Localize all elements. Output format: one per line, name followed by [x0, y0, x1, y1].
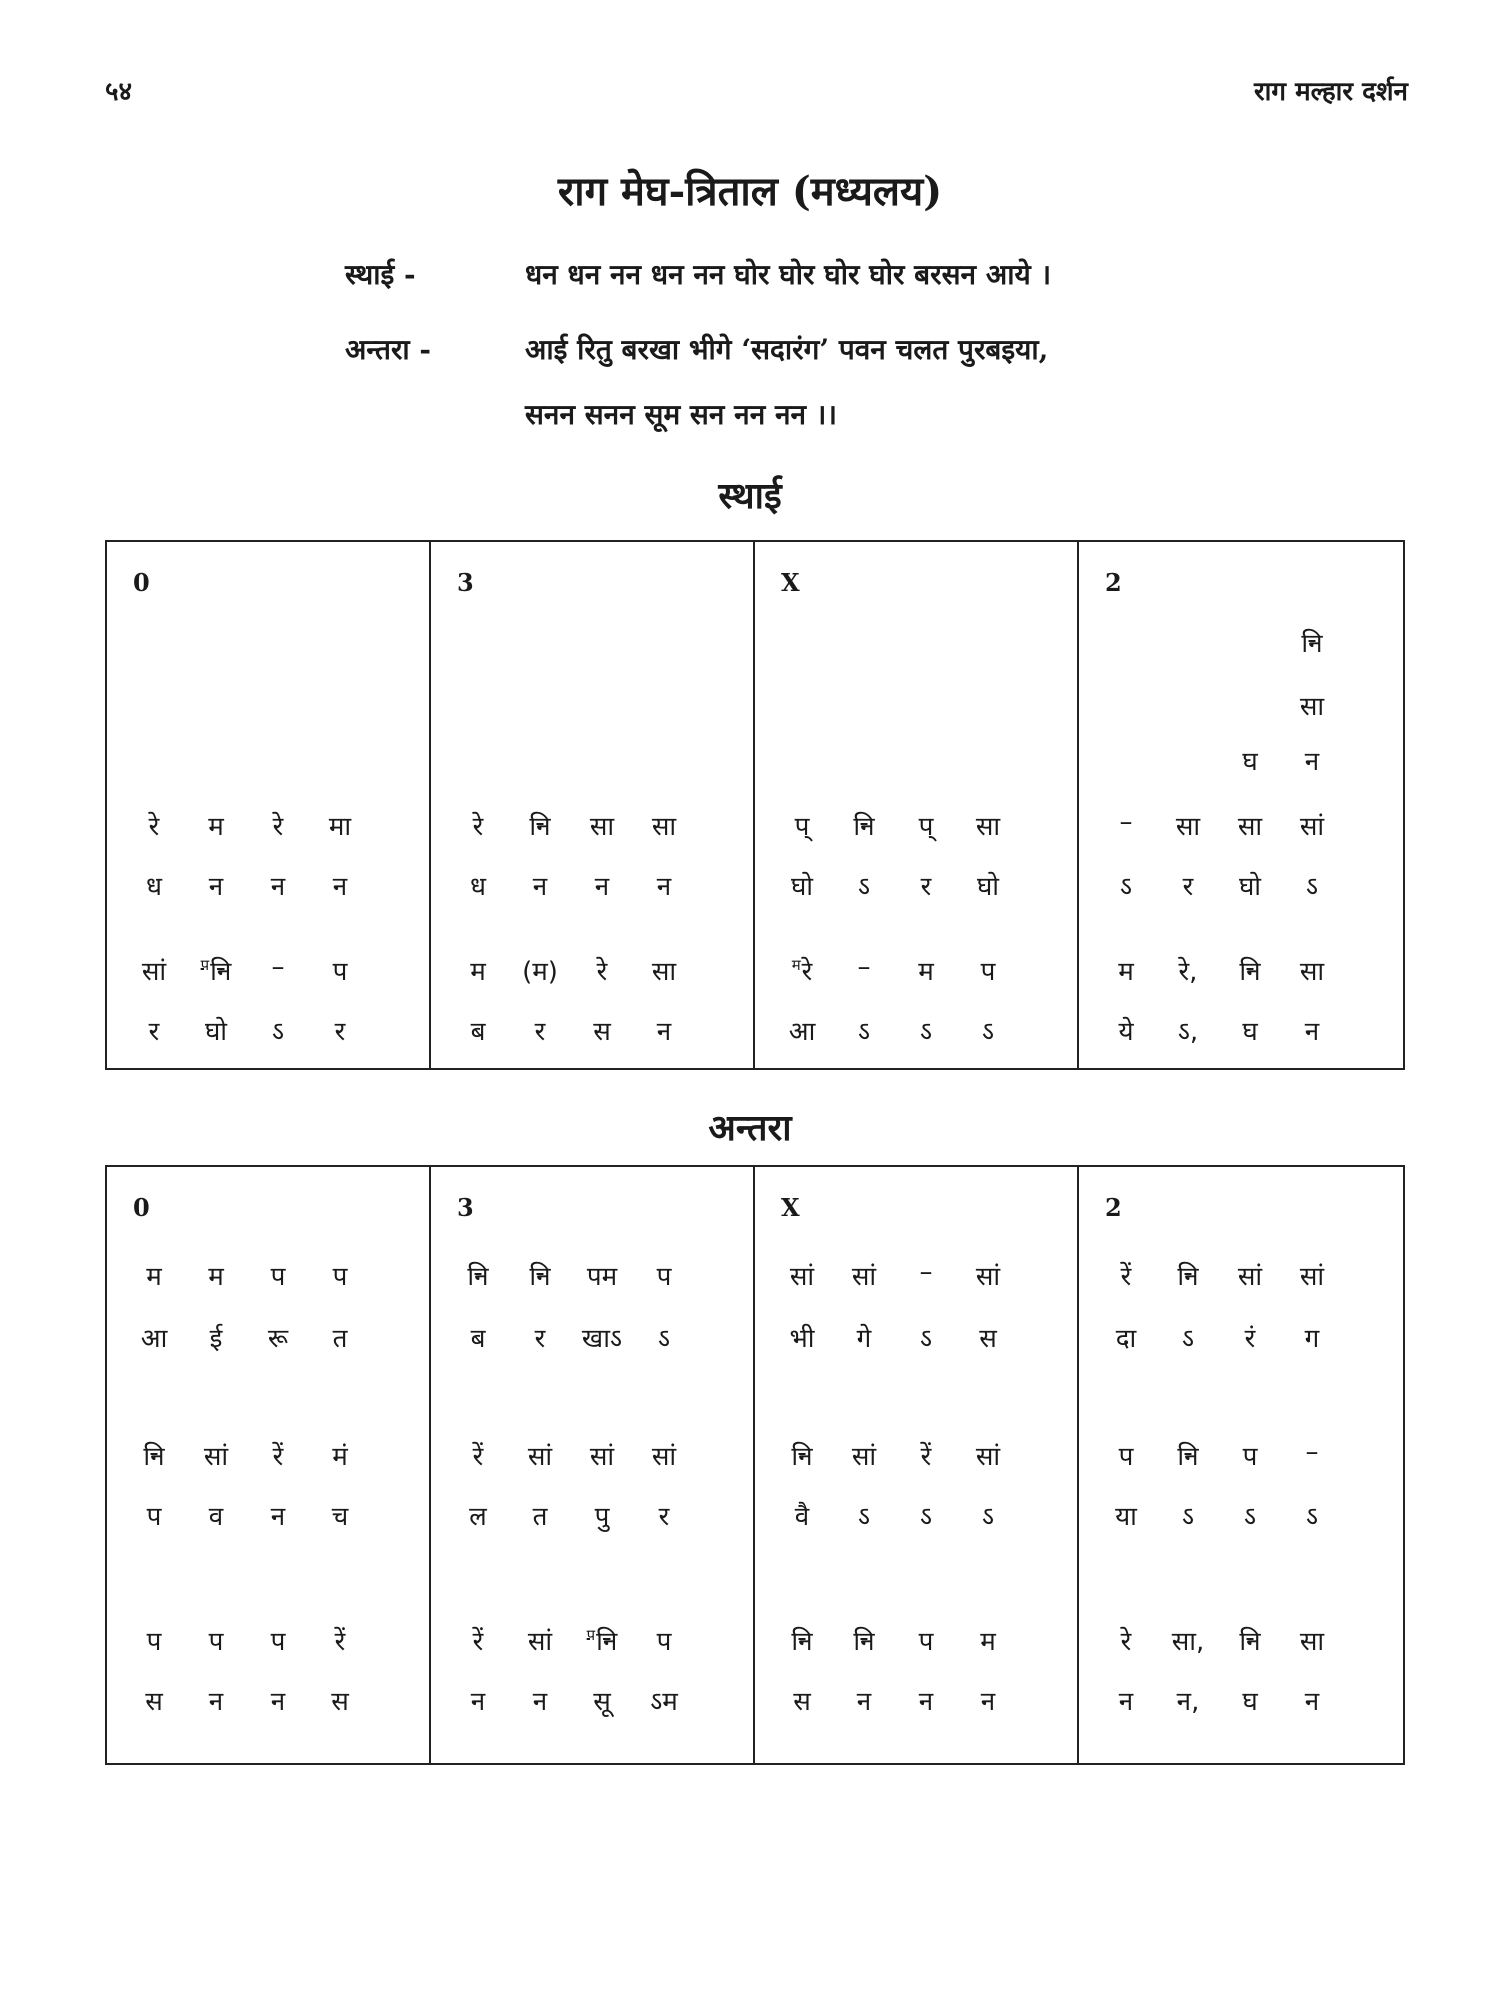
antara-notation-cell: ई: [209, 1324, 223, 1354]
antara-notation-cell: न: [1118, 1687, 1134, 1717]
antara-notation-cell: ऽम: [650, 1687, 678, 1717]
antara-notation-cell: ऽ: [1181, 1324, 1195, 1354]
antara-notation-cell: ऽ: [981, 1502, 995, 1532]
antara-notation-cell: सां: [203, 1442, 229, 1472]
antara-tali-mark: 3: [457, 1193, 474, 1222]
antara-notation-cell: प: [208, 1627, 224, 1657]
antara-notation-cell: प: [146, 1502, 162, 1532]
antara-notation-cell: नि: [1239, 1627, 1261, 1657]
antara-notation-cell: स: [331, 1687, 349, 1717]
antara-notation-cell: प: [1242, 1442, 1258, 1472]
antara-notation-cell: रं: [1244, 1324, 1256, 1354]
antara-notation-cell: सां: [975, 1442, 1001, 1472]
antara-notation-cell: न: [918, 1687, 934, 1717]
sthayi-notation-cell: $^प$नि: [200, 956, 232, 987]
sthayi-notation-cell: मा: [328, 812, 352, 842]
antara-notation-cell: सां: [1299, 1262, 1325, 1292]
sthayi-notation-cell: न: [332, 872, 348, 902]
sthayi-tali-mark: 2: [1105, 568, 1122, 597]
sthayi-notation-cell: र: [334, 1017, 346, 1047]
sthayi-notation-cell: घो: [976, 872, 1000, 902]
sthayi-notation-cell: ऽ: [857, 1017, 871, 1047]
sthayi-notation-cell: म: [470, 957, 486, 987]
antara-notation-cell: र: [658, 1502, 670, 1532]
antara-notation-cell: ऽ: [1181, 1502, 1195, 1532]
antara-notation-cell: –: [919, 1257, 933, 1287]
antara-notation-cell: सां: [589, 1442, 615, 1472]
antara-notation-cell: रें: [334, 1627, 346, 1657]
sthayi-notation-cell: न: [1304, 747, 1320, 777]
sthayi-vibhag: [1079, 542, 1403, 1068]
sthayi-notation-cell: न: [656, 872, 672, 902]
antara-tali-mark: 0: [133, 1193, 150, 1222]
sthayi-notation-grid: [105, 540, 1405, 1070]
antara-notation-cell: न,: [1176, 1687, 1200, 1717]
antara-notation-cell: आ: [140, 1324, 168, 1354]
sthayi-notation-cell: रे,: [1178, 957, 1198, 987]
sthayi-notation-cell: सा: [651, 957, 677, 987]
sthayi-notation-cell: न: [208, 872, 224, 902]
sthayi-notation-cell: (म): [522, 957, 558, 987]
sthayi-notation-cell: ब: [470, 1017, 486, 1047]
antara-notation-grid: [105, 1165, 1405, 1765]
sthayi-notation-cell: ऽ,: [1177, 1017, 1199, 1047]
sthayi-notation-cell: प: [332, 957, 348, 987]
sthayi-vibhag: [107, 542, 431, 1068]
antara-notation-cell: प: [146, 1627, 162, 1657]
antara-notation-cell: म: [208, 1262, 224, 1292]
sthayi-notation-cell: सा: [651, 812, 677, 842]
antara-lyric-line-2: सनन सनन सूम सन नन नन ।।: [525, 398, 838, 431]
antara-notation-cell: र: [534, 1324, 546, 1354]
antara-notation-cell: न: [856, 1687, 872, 1717]
antara-notation-cell: त: [532, 1502, 548, 1532]
antara-notation-cell: रे: [1120, 1627, 1132, 1657]
sthayi-notation-cell: न: [270, 872, 286, 902]
antara-notation-cell: या: [1115, 1502, 1137, 1532]
antara-notation-cell: रें: [472, 1442, 484, 1472]
antara-notation-cell: मं: [332, 1442, 348, 1472]
antara-notation-cell: म: [146, 1262, 162, 1292]
sthayi-notation-cell: रे: [272, 812, 284, 842]
antara-notation-cell: ऽ: [1305, 1502, 1319, 1532]
running-title: राग मल्हार दर्शन: [1254, 77, 1408, 107]
sthayi-notation-cell: घो: [790, 872, 814, 902]
sthayi-notation-cell: र: [148, 1017, 160, 1047]
sthayi-notation-cell: र: [534, 1017, 546, 1047]
sthayi-notation-cell: –: [857, 952, 871, 982]
antara-notation-cell: न: [208, 1687, 224, 1717]
sthayi-notation-cell: म: [208, 812, 224, 842]
sthayi-notation-cell: र: [920, 872, 932, 902]
sthayi-lyric: धन धन नन धन नन घोर घोर घोर घोर बरसन आये ।: [525, 258, 1052, 291]
antara-notation-cell: प: [270, 1627, 286, 1657]
sthayi-notation-cell: नि: [529, 812, 551, 842]
antara-notation-cell: स: [979, 1324, 997, 1354]
antara-tali-mark: X: [781, 1193, 800, 1222]
antara-notation-cell: दा: [1115, 1324, 1137, 1354]
sthayi-notation-cell: रे: [148, 812, 160, 842]
antara-notation-cell: रें: [920, 1442, 932, 1472]
antara-notation-cell: रें: [472, 1627, 484, 1657]
sthayi-lyric-label: स्थाई -: [345, 258, 416, 291]
antara-notation-cell: म: [980, 1627, 996, 1657]
antara-notation-cell: न: [980, 1687, 996, 1717]
antara-notation-cell: न: [470, 1687, 486, 1717]
sthayi-notation-cell: घ: [1242, 1017, 1258, 1047]
sthayi-notation-cell: ऽ: [981, 1017, 995, 1047]
antara-notation-cell: नि: [143, 1442, 165, 1472]
antara-notation-cell: रें: [272, 1442, 284, 1472]
antara-notation-cell: न: [270, 1502, 286, 1532]
sthayi-notation-cell: रे: [472, 812, 484, 842]
antara-notation-cell: ऽ: [857, 1502, 871, 1532]
antara-notation-cell: नि: [853, 1627, 875, 1657]
antara-notation-cell: –: [1305, 1437, 1319, 1467]
sthayi-notation-cell: न: [532, 872, 548, 902]
kan-swar-grace-note: प: [586, 1626, 596, 1645]
sthayi-notation-cell: ध: [470, 872, 486, 902]
antara-notation-cell: $^प$नि: [586, 1626, 618, 1657]
antara-notation-cell: सां: [851, 1262, 877, 1292]
antara-notation-cell: नि: [791, 1627, 813, 1657]
antara-notation-cell: ऽ: [919, 1324, 933, 1354]
sthayi-notation-cell: सा: [1299, 692, 1325, 722]
antara-vibhag: [431, 1167, 755, 1763]
antara-notation-cell: घ: [1242, 1687, 1258, 1717]
sthayi-notation-cell: –: [1119, 807, 1133, 837]
antara-notation-cell: सां: [975, 1262, 1001, 1292]
antara-notation-cell: पु: [594, 1502, 610, 1532]
kan-swar-grace-note: म: [791, 956, 801, 975]
sthayi-notation-cell: प्: [794, 812, 810, 842]
sthayi-notation-cell: ऽ: [271, 1017, 285, 1047]
sthayi-vibhag: [755, 542, 1079, 1068]
antara-notation-cell: नि: [529, 1262, 551, 1292]
sthayi-notation-cell: सा: [1175, 812, 1201, 842]
sthayi-notation-cell: ऽ: [857, 872, 871, 902]
sthayi-tali-mark: 3: [457, 568, 474, 597]
antara-notation-cell: प: [1118, 1442, 1134, 1472]
sthayi-notation-cell: सां: [141, 957, 167, 987]
antara-notation-cell: सां: [851, 1442, 877, 1472]
sthayi-notation-cell: न: [1304, 1017, 1320, 1047]
antara-notation-cell: नि: [1177, 1442, 1199, 1472]
sthayi-notation-cell: नि: [853, 812, 875, 842]
sthayi-notation-cell: म: [918, 957, 934, 987]
kan-swar-grace-note: प: [200, 956, 210, 975]
antara-lyric-label: अन्तरा -: [345, 333, 432, 366]
sthayi-notation-cell: सा: [975, 812, 1001, 842]
antara-notation-cell: सां: [527, 1442, 553, 1472]
antara-notation-cell: ग: [1304, 1324, 1320, 1354]
antara-notation-cell: सां: [1237, 1262, 1263, 1292]
antara-notation-cell: गे: [856, 1324, 872, 1354]
sthayi-notation-cell: न: [594, 872, 610, 902]
sthayi-notation-cell: ऽ: [919, 1017, 933, 1047]
antara-notation-cell: ऽ: [919, 1502, 933, 1532]
antara-notation-cell: न: [270, 1687, 286, 1717]
page-title: राग मेघ-त्रिताल (मध्यलय): [557, 168, 943, 215]
antara-notation-cell: त: [332, 1324, 348, 1354]
antara-notation-cell: पम: [586, 1262, 618, 1292]
antara-notation-cell: सां: [527, 1627, 553, 1657]
antara-notation-cell: नि: [1177, 1262, 1199, 1292]
antara-notation-cell: रें: [1120, 1262, 1132, 1292]
sthayi-notation-cell: सा: [589, 812, 615, 842]
sthayi-notation-cell: रे: [596, 957, 608, 987]
sthayi-notation-cell: र: [1182, 872, 1194, 902]
antara-notation-cell: च: [331, 1502, 349, 1532]
sthayi-notation-cell: नि: [1239, 957, 1261, 987]
antara-notation-cell: सू: [593, 1687, 611, 1717]
sthayi-notation-cell: आ: [788, 1017, 816, 1047]
sthayi-notation-cell: –: [271, 952, 285, 982]
antara-notation-cell: रू: [267, 1324, 289, 1354]
antara-lyric-line-1: आई रितु बरखा भीगे ‘सदारंग’ पवन चलत पुरबइया,: [525, 333, 1049, 366]
antara-notation-cell: सां: [651, 1442, 677, 1472]
antara-notation-cell: सा: [1299, 1627, 1325, 1657]
antara-notation-cell: प: [918, 1627, 934, 1657]
page-number: ५४: [105, 77, 133, 107]
antara-tali-mark: 2: [1105, 1193, 1122, 1222]
antara-notation-cell: नि: [467, 1262, 489, 1292]
antara-notation-cell: प: [270, 1262, 286, 1292]
antara-notation-cell: सां: [789, 1262, 815, 1292]
sthayi-tali-mark: 0: [133, 568, 150, 597]
antara-notation-cell: व: [208, 1502, 224, 1532]
sthayi-notation-cell: ऽ: [1119, 872, 1133, 902]
sthayi-notation-cell: घ: [1242, 747, 1258, 777]
antara-vibhag: [107, 1167, 431, 1763]
sthayi-notation-cell: म: [1118, 957, 1134, 987]
antara-notation-cell: ऽ: [1243, 1502, 1257, 1532]
antara-notation-cell: ल: [469, 1502, 487, 1532]
antara-vibhag: [1079, 1167, 1403, 1763]
sthayi-notation-cell: घो: [204, 1017, 228, 1047]
antara-vibhag: [755, 1167, 1079, 1763]
antara-notation-cell: नि: [791, 1442, 813, 1472]
antara-notation-cell: प: [656, 1627, 672, 1657]
antara-notation-cell: स: [793, 1687, 811, 1717]
antara-notation-cell: खाऽ: [581, 1324, 623, 1354]
antara-notation-cell: प: [332, 1262, 348, 1292]
antara-heading: अन्तरा: [708, 1107, 792, 1149]
antara-notation-cell: प: [656, 1262, 672, 1292]
antara-notation-cell: सा,: [1171, 1627, 1205, 1657]
antara-notation-cell: ऽ: [657, 1324, 671, 1354]
sthayi-notation-cell: सा: [1299, 957, 1325, 987]
antara-notation-cell: न: [1304, 1687, 1320, 1717]
antara-notation-cell: भी: [789, 1324, 815, 1354]
sthayi-vibhag: [431, 542, 755, 1068]
sthayi-tali-mark: X: [781, 568, 800, 597]
sthayi-notation-cell: सां: [1299, 812, 1325, 842]
sthayi-notation-cell: ध: [146, 872, 162, 902]
sthayi-heading: स्थाई: [718, 475, 782, 517]
sthayi-notation-cell: ऽ: [1305, 872, 1319, 902]
sthayi-notation-cell: ये: [1118, 1017, 1134, 1047]
antara-notation-cell: वै: [794, 1502, 810, 1532]
sthayi-notation-cell: $^म$रे: [791, 956, 813, 987]
sthayi-notation-cell: प: [980, 957, 996, 987]
sthayi-notation-cell: नि: [1301, 629, 1323, 659]
sthayi-notation-cell: न: [656, 1017, 672, 1047]
antara-notation-cell: ब: [470, 1324, 486, 1354]
antara-notation-cell: न: [532, 1687, 548, 1717]
antara-notation-cell: स: [145, 1687, 163, 1717]
sthayi-notation-cell: प्: [918, 812, 934, 842]
sthayi-notation-cell: स: [593, 1017, 611, 1047]
sthayi-notation-cell: सा: [1237, 812, 1263, 842]
sthayi-notation-cell: घो: [1238, 872, 1262, 902]
